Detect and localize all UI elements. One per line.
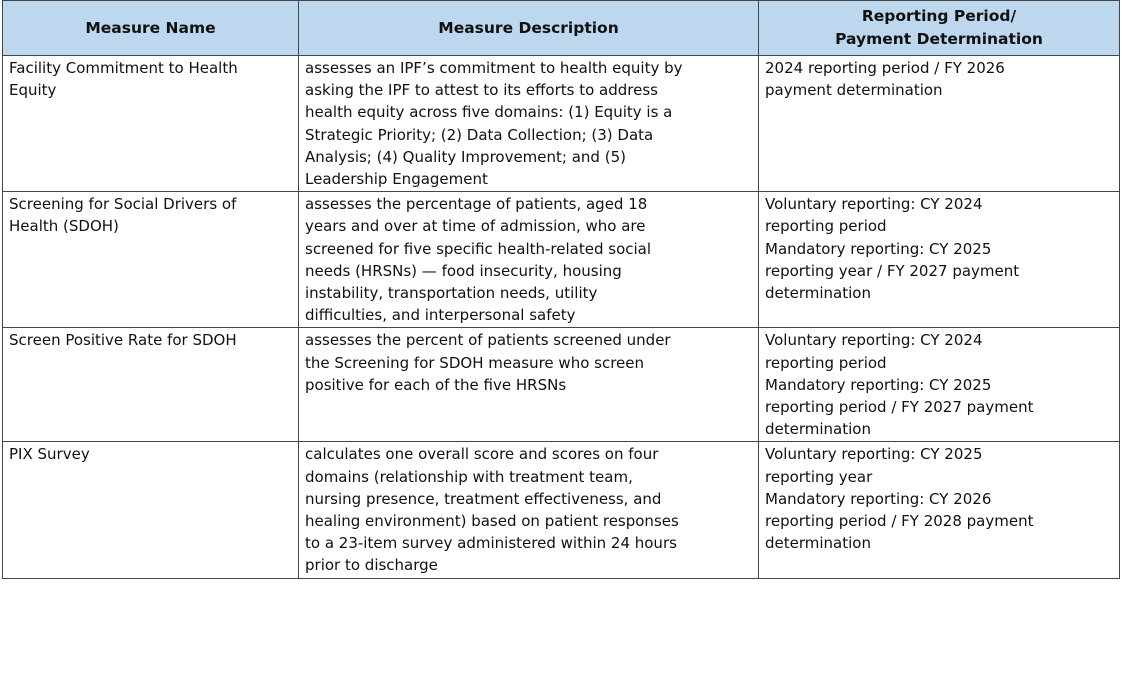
- description-line: years and over at time of admission, who are: [305, 217, 646, 236]
- measure-name-line: Equity: [9, 81, 57, 100]
- reporting-period-cell: [759, 328, 1120, 442]
- period-line: reporting year / FY 2027 payment: [765, 261, 1020, 280]
- reporting-period-cell: [759, 442, 1120, 578]
- measure-description-cell: [299, 328, 759, 442]
- description-line: instability, transportation needs, utility: [305, 284, 598, 303]
- description-line: positive for each of the five HRSNs: [305, 375, 567, 394]
- header-measure-name: [3, 1, 299, 56]
- period-line: Voluntary reporting: CY 2024: [765, 331, 983, 350]
- description-line: to a 23-item survey administered within 24 hours: [305, 534, 677, 553]
- header-reporting-period: [759, 1, 1120, 56]
- description-line: healing environment) based on patient responses: [305, 512, 679, 531]
- table-row: [3, 328, 1120, 442]
- description-line: assesses the percentage of patients, aged 18: [305, 195, 648, 214]
- description-line: Analysis; (4) Quality Improvement; and (5): [305, 147, 626, 166]
- period-line: Voluntary reporting: CY 2025: [765, 445, 983, 464]
- description-line: asking the IPF to attest to its efforts to address: [305, 81, 658, 100]
- period-line: 2024 reporting period / FY 2026: [765, 59, 1005, 77]
- description-line: prior to discharge: [305, 556, 438, 575]
- period-line: reporting period: [765, 217, 887, 236]
- description-line: Leadership Engagement: [305, 170, 488, 189]
- header-measure-description: [299, 1, 759, 56]
- measure-name-line: Screen Positive Rate for SDOH: [9, 331, 237, 350]
- measure-description-cell: [299, 192, 759, 328]
- period-line: Mandatory reporting: CY 2025: [765, 375, 992, 394]
- reporting-period-cell: [759, 56, 1120, 192]
- period-line: determination: [765, 284, 871, 303]
- description-line: assesses the percent of patients screened under: [305, 331, 671, 350]
- description-line: screened for five specific health-related social: [305, 239, 652, 258]
- period-line: Mandatory reporting: CY 2025: [765, 239, 992, 258]
- description-line: the Screening for SDOH measure who screen: [305, 353, 645, 372]
- period-line: Voluntary reporting: CY 2024: [765, 195, 983, 214]
- description-line: domains (relationship with treatment team,: [305, 467, 633, 486]
- description-line: calculates one overall score and scores on four: [305, 445, 659, 464]
- header-reporting-period-line-1: Reporting Period/: [861, 7, 1017, 25]
- period-line: determination: [765, 534, 871, 553]
- measure-name-cell: [3, 56, 299, 192]
- period-line: reporting period / FY 2027 payment: [765, 398, 1034, 417]
- measure-description-cell: [299, 56, 759, 192]
- reporting-period-cell: [759, 192, 1120, 328]
- description-line: Strategic Priority; (2) Data Collection; (3) Data: [305, 125, 654, 144]
- measure-name-cell: [3, 442, 299, 578]
- description-line: difficulties, and interpersonal safety: [305, 306, 576, 325]
- measure-name-line: Facility Commitment to Health: [9, 59, 238, 77]
- header-reporting-period-line-2: Payment Determination: [835, 30, 1043, 48]
- header-measure-name-text: Measure Name: [85, 18, 216, 37]
- header-measure-description-text: Measure Description: [438, 18, 619, 37]
- description-line: needs (HRSNs) — food insecurity, housing: [305, 261, 622, 280]
- description-line: assesses an IPF’s commitment to health equity by: [305, 59, 683, 77]
- header-row: [3, 1, 1120, 56]
- measure-name-line: Health (SDOH): [9, 217, 119, 236]
- table-row: [3, 192, 1120, 328]
- period-line: reporting period / FY 2028 payment: [765, 512, 1034, 531]
- measure-name-line: PIX Survey: [9, 445, 90, 464]
- measures-table: [2, 0, 1120, 579]
- period-line: reporting period: [765, 353, 887, 372]
- period-line: determination: [765, 420, 871, 439]
- measure-name-cell: [3, 192, 299, 328]
- table-row: [3, 442, 1120, 578]
- measure-name-cell: [3, 328, 299, 442]
- description-line: health equity across five domains: (1) Equity is a: [305, 103, 673, 122]
- period-line: Mandatory reporting: CY 2026: [765, 489, 992, 508]
- measure-name-line: Screening for Social Drivers of: [9, 195, 237, 214]
- description-line: nursing presence, treatment effectiveness, and: [305, 489, 662, 508]
- table-row: [3, 56, 1120, 192]
- period-line: reporting year: [765, 467, 873, 486]
- period-line: payment determination: [765, 81, 943, 100]
- measure-description-cell: [299, 442, 759, 578]
